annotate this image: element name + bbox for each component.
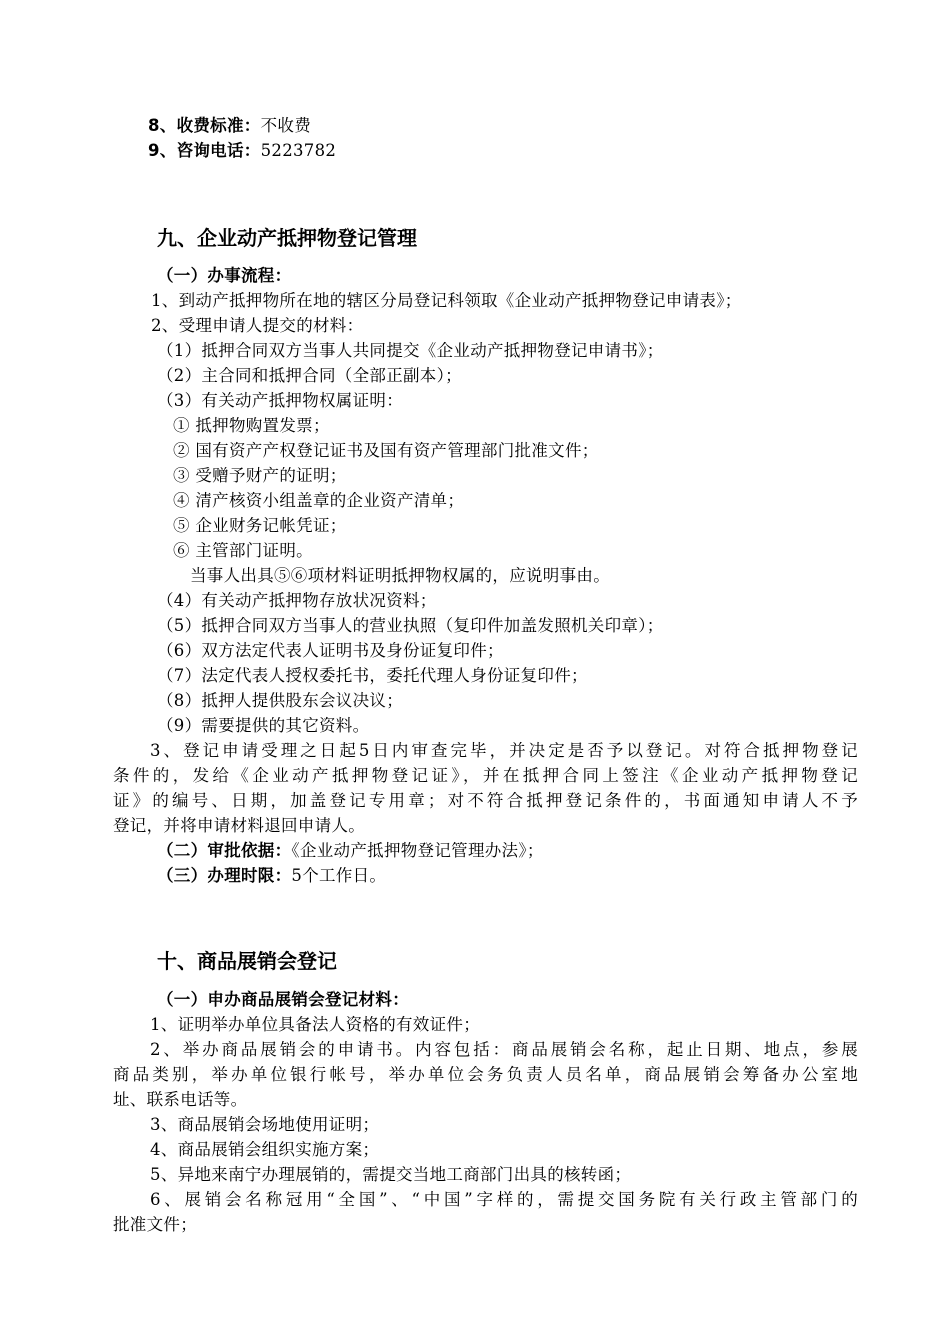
section10-title: 十、商品展销会登记 — [157, 949, 337, 973]
step3-line-3: 证》的编号、日期，加盖登记专用章；对不符合抵押登记条件的，书面通知申请人不予 — [113, 791, 858, 810]
section9-process-heading: （一）办事流程： — [157, 266, 292, 285]
approval-basis-label: （二）审批依据： — [157, 841, 292, 860]
step3-line-2: 条件的，发给《企业动产抵押物登记证》，并在抵押合同上签注《企业动产抵押物登记 — [113, 766, 858, 785]
fee-line — [148, 114, 311, 138]
step3-line-4: 登记，并将申请材料退回申请人。 — [113, 816, 365, 835]
proof-note: 当事人出具⑤⑥项材料证明抵押物权属的，应说明事由。 — [190, 566, 610, 585]
section9-step1: 1、到动产抵押物所在地的辖区分局登记科领取《企业动产抵押物登记申请表》； — [151, 291, 742, 310]
material-item-6: （6）双方法定代表人证明书及身份证复印件； — [157, 641, 504, 660]
proof-item-6: ⑥ 主管部门证明。 — [173, 541, 313, 560]
approval-basis-value: 《企业动产抵押物登记管理办法》； — [291, 841, 544, 860]
proof-item-3: ③ 受赠予财产的证明； — [173, 466, 347, 485]
proof-item-1: ① 抵押物购置发票； — [173, 416, 330, 435]
approval-basis — [157, 839, 544, 863]
material-item-7: （7）法定代表人授权委托书，委托代理人身份证复印件； — [157, 666, 588, 685]
exhibition-item-5: 5、异地来南宁办理展销的，需提交当地工商部门出具的核转函； — [150, 1165, 632, 1184]
material-item-5: （5）抵押合同双方当事人的营业执照（复印件加盖发照机关印章）； — [157, 616, 664, 635]
fee-label: 8、收费标准： — [148, 116, 261, 135]
step3-line-1: 3、登记申请受理之日起5日内审查完毕，并决定是否予以登记。对符合抵押物登记 — [150, 741, 858, 760]
material-item-3: （3）有关动产抵押物权属证明： — [157, 391, 403, 410]
phone-label: 9、咨询电话： — [148, 141, 261, 160]
proof-item-5: ⑤ 企业财务记帐凭证； — [173, 516, 347, 535]
section9-step2: 2、受理申请人提交的材料： — [151, 316, 364, 335]
material-item-4: （4）有关动产抵押物存放状况资料； — [157, 591, 437, 610]
phone-line — [148, 139, 336, 163]
exhibition-item-6-line-2: 批准文件； — [113, 1215, 197, 1234]
section9-title: 九、企业动产抵押物登记管理 — [157, 226, 417, 250]
material-item-2: （2）主合同和抵押合同（全部正副本）； — [157, 366, 462, 385]
proof-item-4: ④ 清产核资小组盖章的企业资产清单； — [173, 491, 465, 510]
exhibition-item-2-line-1: 2、举办商品展销会的申请书。内容包括：商品展销会名称，起止日期、地点，参展 — [150, 1040, 858, 1059]
exhibition-item-1: 1、证明举办单位具备法人资格的有效证件； — [150, 1015, 480, 1034]
proof-item-2: ② 国有资产产权登记证书及国有资产管理部门批准文件； — [173, 441, 599, 460]
exhibition-item-4: 4、商品展销会组织实施方案； — [150, 1140, 380, 1159]
time-limit — [157, 864, 386, 888]
phone-value: 5223782 — [260, 141, 337, 160]
exhibition-item-2-line-2: 商品类别，举办单位银行帐号，举办单位会务负责人员名单，商品展销会筹备办公室地 — [113, 1065, 858, 1084]
time-limit-value: 5个工作日。 — [291, 866, 387, 885]
fee-value: 不收费 — [260, 116, 311, 135]
material-item-8: （8）抵押人提供股东会议决议； — [157, 691, 403, 710]
time-limit-label: （三）办理时限： — [157, 866, 292, 885]
section10-materials-heading: （一）申办商品展销会登记材料： — [157, 990, 409, 1009]
material-item-9: （9）需要提供的其它资料。 — [157, 716, 370, 735]
material-item-1: （1）抵押合同双方当事人共同提交《企业动产抵押物登记申请书》； — [157, 341, 664, 360]
exhibition-item-3: 3、商品展销会场地使用证明； — [150, 1115, 380, 1134]
exhibition-item-2-line-3: 址、联系电话等。 — [113, 1090, 248, 1109]
exhibition-item-6-line-1: 6、展销会名称冠用“全国”、“中国”字样的，需提交国务院有关行政主管部门的 — [150, 1190, 858, 1209]
